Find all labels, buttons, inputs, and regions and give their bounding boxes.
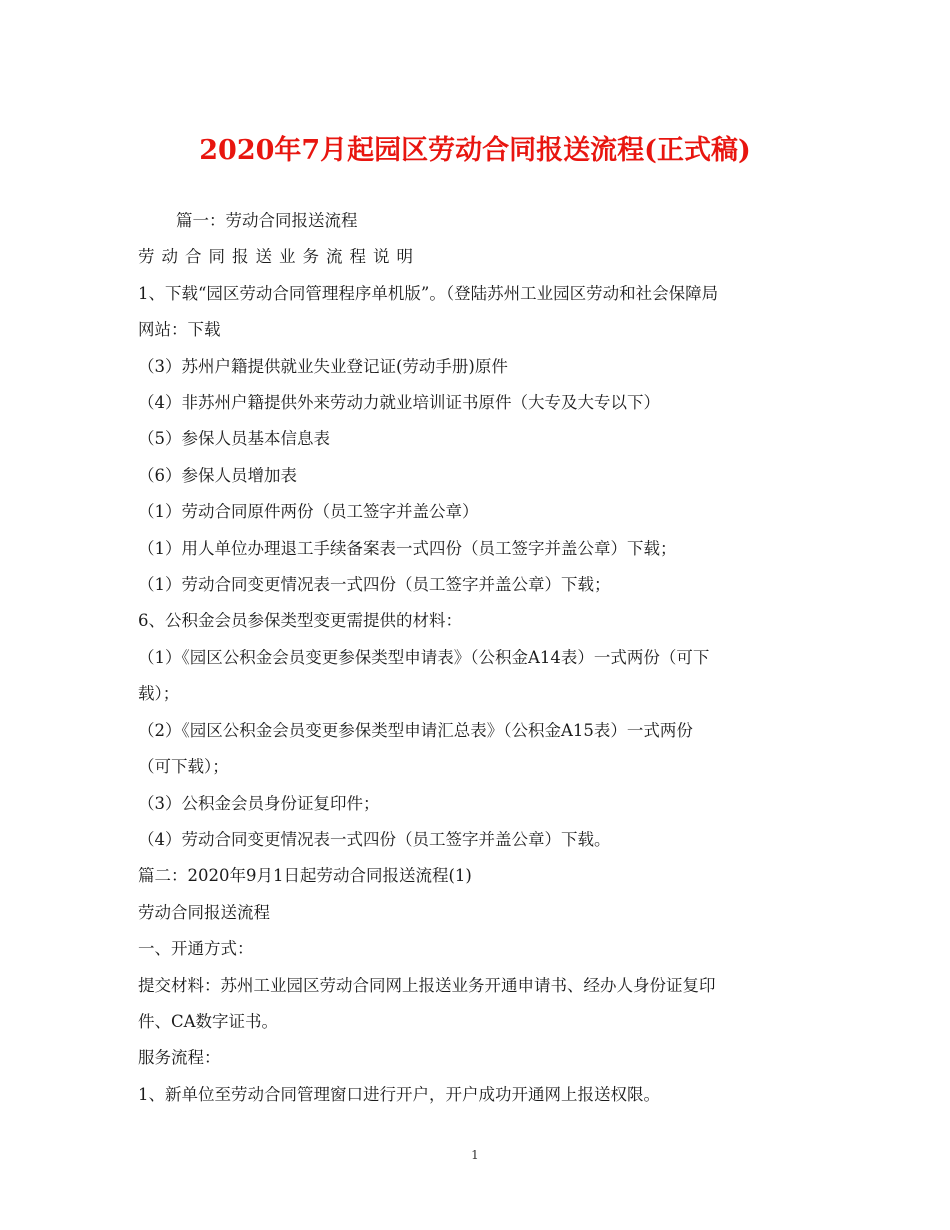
section-heading-2: 篇二：2020年9月1日起劳动合同报送流程(1) [138, 866, 472, 886]
list-item: （5）参保人员基本信息表 [138, 429, 330, 449]
paragraph-line: 服务流程： [138, 1048, 221, 1068]
list-item: （3）苏州户籍提供就业失业登记证(劳动手册)原件 [138, 356, 508, 376]
list-item: （2）《园区公积金会员变更参保类型申请汇总表》（公积金A15表）一式两份 [138, 720, 693, 740]
list-item: （3）公积金会员身份证复印件； [138, 793, 380, 813]
page-number: 1 [471, 1148, 479, 1162]
paragraph-line: 件、CA数字证书。 [138, 1011, 279, 1031]
list-item: （1）劳动合同变更情况表一式四份（员工签字并盖公章）下载； [138, 575, 611, 595]
paragraph-line: 一、开通方式： [138, 939, 254, 959]
list-item: （4）非苏州户籍提供外来劳动力就业培训证书原件（大专及大专以下） [138, 393, 660, 413]
section-heading-1: 篇一：劳动合同报送流程 [176, 211, 358, 230]
list-item: （1）用人单位办理退工手续备案表一式四份（员工签字并盖公章）下载； [138, 538, 677, 558]
paragraph-line: 1、下载“园区劳动合同管理程序单机版”。（登陆苏州工业园区劳动和社会保障局 [138, 283, 719, 303]
paragraph-line: 劳动合同报送流程 [138, 902, 270, 922]
list-item-continuation: （可下载）； [138, 757, 229, 777]
section-subheading: 劳动合同报送业务流程说明 [138, 247, 420, 267]
document-title: 2020年7月起园区劳动合同报送流程(正式稿) [199, 135, 751, 166]
list-item: （1）《园区公积金会员变更参保类型申请表》（公积金A14表）一式两份（可下 [138, 647, 710, 667]
list-item-continuation: 载）； [138, 684, 180, 704]
paragraph-line: 6、公积金会员参保类型变更需提供的材料： [138, 611, 462, 631]
list-item: （1）劳动合同原件两份（员工签字并盖公章） [138, 502, 479, 522]
paragraph-line: 1、新单位至劳动合同管理窗口进行开户，开户成功开通网上报送权限。 [138, 1084, 660, 1104]
paragraph-line: 网站：下载 [138, 320, 221, 340]
list-item: （4）劳动合同变更情况表一式四份（员工签字并盖公章）下载。 [138, 829, 611, 849]
document-body [138, 203, 818, 1113]
list-item: （6）参保人员增加表 [138, 465, 297, 485]
paragraph-line: 提交材料：苏州工业园区劳动合同网上报送业务开通申请书、经办人身份证复印 [138, 975, 716, 995]
